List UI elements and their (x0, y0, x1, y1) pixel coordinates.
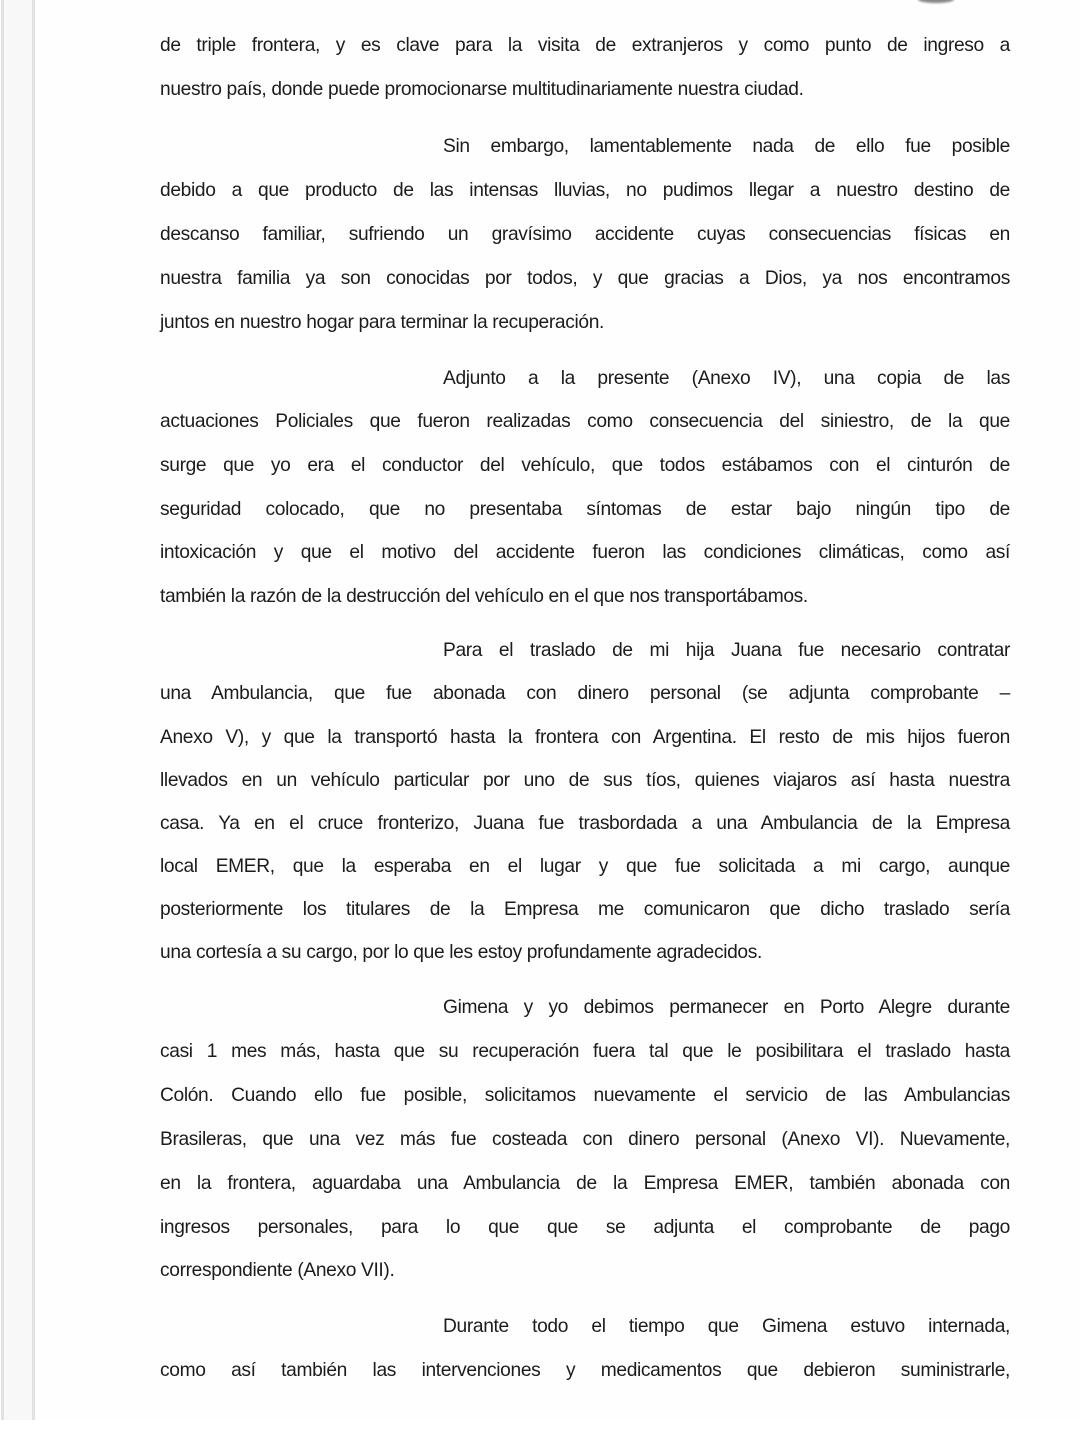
text-line: Sin embargo, lamentablemente nada de ello fue posible (443, 136, 1010, 157)
text-line: Gimena y yo debimos permanecer en Porto Alegre durante (443, 997, 1010, 1018)
text-line: seguridad colocado, que no presentaba síntomas de estar bajo ningún tipo de (160, 499, 1010, 520)
text-line: Colón. Cuando ello fue posible, solicitamos nuevamente el servicio de las Ambulancias (160, 1085, 1010, 1106)
text-line: juntos en nuestro hogar para terminar la recuperación. (160, 312, 604, 333)
text-line: Anexo V), y que la transportó hasta la frontera con Argentina. El resto de mis hijos fueron (160, 727, 1010, 748)
text-line: Para el traslado de mi hija Juana fue necesario contratar (443, 640, 1010, 661)
text-line: casi 1 mes más, hasta que su recuperación fuera tal que le posibilitara el traslado hasta (160, 1041, 1010, 1062)
text-line: Durante todo el tiempo que Gimena estuvo internada, (443, 1316, 1010, 1337)
text-line: local EMER, que la esperaba en el lugar y que fue solicitada a mi cargo, aunque (160, 856, 1010, 877)
text-line: una cortesía a su cargo, por lo que les estoy profundamente agradecidos. (160, 942, 762, 963)
text-line: actuaciones Policiales que fueron realizadas como consecuencia del siniestro, de la que (160, 411, 1010, 432)
page-bottom-margin (0, 1420, 1080, 1440)
page-edge-shadow (4, 0, 32, 1420)
text-line: ingresos personales, para lo que que se adjunta el comprobante de pago (160, 1217, 1010, 1238)
text-line: correspondiente (Anexo VII). (160, 1260, 395, 1281)
page-edge-line (32, 0, 35, 1420)
text-line: Adjunto a la presente (Anexo IV), una copia de las (443, 368, 1010, 389)
text-line: también la razón de la destrucción del vehículo en el que nos transportábamos. (160, 586, 808, 607)
text-line: casa. Ya en el cruce fronterizo, Juana fue trasbordada a una Ambulancia de la Empresa (160, 813, 1010, 834)
text-line: una Ambulancia, que fue abonada con dinero personal (se adjunta comprobante – (160, 683, 1010, 704)
page-edge-line (1, 0, 4, 1420)
text-line: descanso familiar, sufriendo un gravísimo accidente cuyas consecuencias físicas en (160, 224, 1010, 245)
text-line: posteriormente los titulares de la Empresa me comunicaron que dicho traslado sería (160, 899, 1010, 920)
text-line: llevados en un vehículo particular por uno de sus tíos, quienes viajaros así hasta nuestra (160, 770, 1010, 791)
text-line: intoxicación y que el motivo del accidente fueron las condiciones climáticas, como así (160, 542, 1010, 563)
text-line: debido a que producto de las intensas lluvias, no pudimos llegar a nuestro destino de (160, 180, 1010, 201)
cut-off-stamp-mark (918, 0, 954, 3)
text-line: nuestra familia ya son conocidas por todos, y que gracias a Dios, ya nos encontramos (160, 268, 1010, 289)
text-line: como así también las intervenciones y medicamentos que debieron suministrarle, (160, 1360, 1010, 1381)
text-line: en la frontera, aguardaba una Ambulancia de la Empresa EMER, también abonada con (160, 1173, 1010, 1194)
text-line: nuestro país, donde puede promocionarse multitudinariamente nuestra ciudad. (160, 79, 804, 100)
text-line: Brasileras, que una vez más fue costeada con dinero personal (Anexo VI). Nuevamente, (160, 1129, 1010, 1150)
text-line: de triple frontera, y es clave para la visita de extranjeros y como punto de ingreso a (160, 35, 1010, 56)
text-line: surge que yo era el conductor del vehículo, que todos estábamos con el cinturón de (160, 455, 1010, 476)
